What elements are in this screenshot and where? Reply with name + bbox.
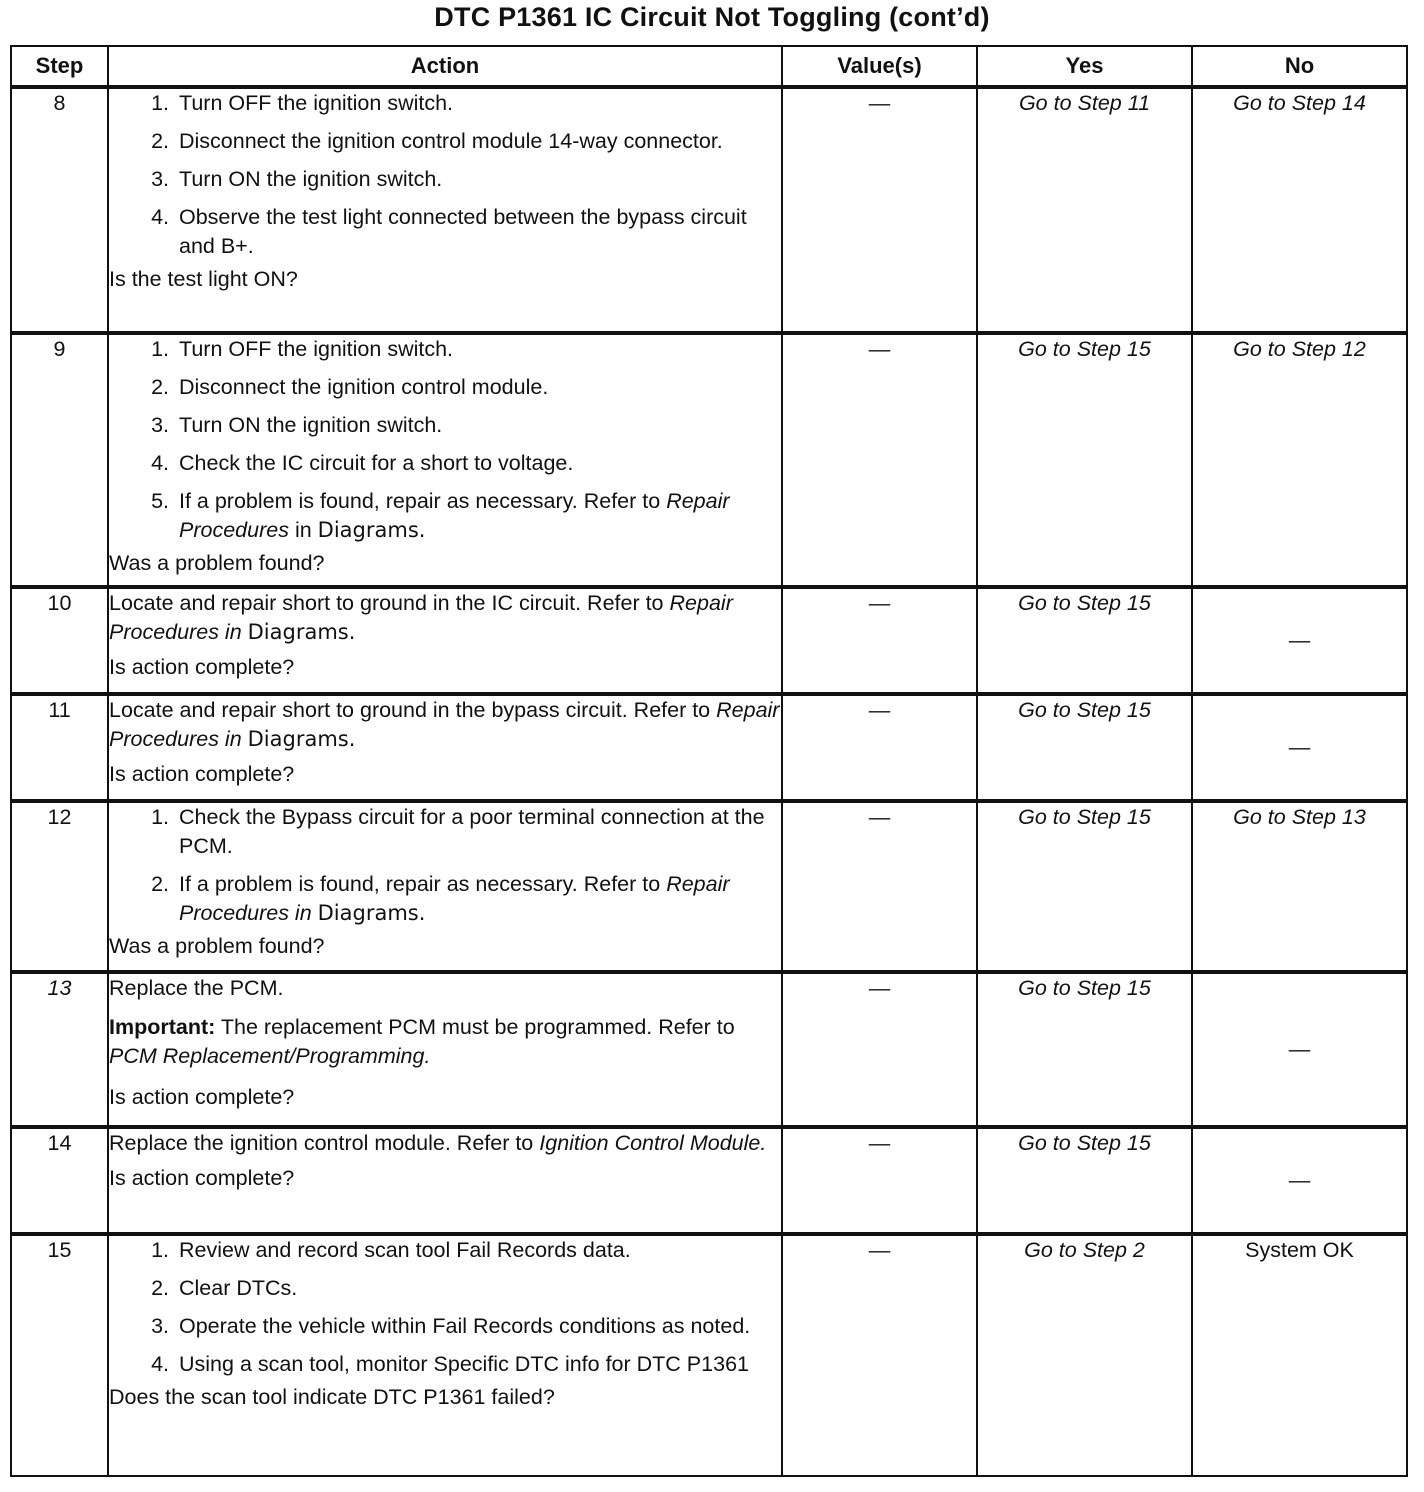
- no-cell: [1192, 801, 1407, 972]
- step-number: 9: [11, 333, 108, 587]
- action-text-block: [109, 1129, 781, 1158]
- action-step: 3. Turn ON the ignition switch.: [175, 411, 781, 440]
- value-dash: —: [868, 698, 891, 722]
- no-cell: [1192, 587, 1407, 694]
- action-step: [175, 487, 781, 545]
- table-row: [11, 1127, 1407, 1234]
- table-row: [11, 801, 1407, 972]
- yes-goto: Go to Step 15: [1018, 337, 1151, 361]
- action-cell: [108, 1127, 782, 1234]
- important-note: [109, 1013, 781, 1071]
- yes-goto: Go to Step 15: [1018, 805, 1151, 829]
- yes-cell: [977, 587, 1192, 694]
- action-step: 1. Turn OFF the ignition switch.: [175, 89, 781, 118]
- action-text-block: [109, 589, 781, 647]
- action-text: Locate and repair short to ground in the bypass circuit. Refer to: [109, 698, 711, 722]
- table-row: [11, 87, 1407, 333]
- yes-cell: [977, 801, 1192, 972]
- no-cell: [1192, 1234, 1407, 1476]
- no-cell: [1192, 87, 1407, 333]
- header-no: No: [1192, 46, 1407, 87]
- page-title: DTC P1361 IC Circuit Not Toggling (cont’d): [434, 2, 990, 32]
- action-steps: [109, 1236, 781, 1379]
- step-number: 15: [11, 1234, 108, 1476]
- yes-goto: Go to Step 15: [1018, 591, 1151, 615]
- action-step: 2. Disconnect the ignition control module 14-way connector.: [175, 127, 781, 156]
- table-row: [11, 587, 1407, 694]
- no-goto: Go to Step 12: [1233, 337, 1366, 361]
- yes-cell: [977, 1127, 1192, 1234]
- action-text-block: Replace the PCM.: [109, 976, 284, 1000]
- step-number: 12: [11, 801, 108, 972]
- action-question: Was a problem found?: [109, 551, 325, 576]
- action-question: Is the test light ON?: [109, 267, 298, 292]
- action-text: Replace the ignition control module. Refer to: [109, 1131, 534, 1155]
- value-cell: [782, 587, 977, 694]
- value-cell: [782, 801, 977, 972]
- no-dash: —: [1288, 734, 1311, 759]
- action-step: 3. Operate the vehicle within Fail Records conditions as noted.: [175, 1312, 781, 1341]
- header-values: Value(s): [782, 46, 977, 87]
- value-cell: [782, 1127, 977, 1234]
- yes-goto: Go to Step 2: [1024, 1238, 1145, 1262]
- action-cell: [108, 87, 782, 333]
- yes-goto: Go to Step 15: [1018, 1131, 1151, 1155]
- action-question: Is action complete?: [109, 762, 295, 787]
- reference-text: Repair Procedures in: [109, 591, 733, 645]
- header-action: Action: [108, 46, 782, 87]
- action-question: Is action complete?: [109, 1166, 295, 1191]
- no-goto: Go to Step 13: [1233, 805, 1366, 829]
- yes-cell: [977, 333, 1192, 587]
- action-step: 2. Disconnect the ignition control module.: [175, 373, 781, 402]
- action-cell: [108, 801, 782, 972]
- reference-text: Repair Procedures in: [179, 872, 730, 926]
- no-dash: —: [1288, 627, 1311, 652]
- step-number: 14: [11, 1127, 108, 1234]
- diagrams-reference: Diagrams.: [247, 620, 356, 645]
- no-cell: [1192, 972, 1407, 1127]
- value-dash: —: [868, 591, 891, 615]
- action-cell: [108, 694, 782, 801]
- action-text: in: [294, 518, 312, 543]
- no-goto: Go to Step 14: [1233, 91, 1366, 115]
- value-cell: [782, 972, 977, 1127]
- action-text: If a problem is found, repair as necessary. Refer to: [179, 489, 661, 514]
- action-question: Is action complete?: [109, 1085, 295, 1110]
- yes-cell: [977, 972, 1192, 1127]
- no-dash: —: [1288, 1036, 1311, 1061]
- reference-text: Ignition Control Module.: [539, 1131, 767, 1155]
- action-question: Does the scan tool indicate DTC P1361 failed?: [109, 1385, 555, 1410]
- diagnostic-table: [10, 45, 1408, 1477]
- action-step: [175, 870, 781, 928]
- value-cell: [782, 694, 977, 801]
- no-cell: [1192, 333, 1407, 587]
- important-text: The replacement PCM must be programmed. Refer to: [220, 1015, 735, 1040]
- value-cell: [782, 1234, 977, 1476]
- reference-text: PCM Replacement/Programming.: [109, 1044, 431, 1069]
- action-steps: [109, 803, 781, 928]
- action-steps: [109, 335, 781, 545]
- header-yes: Yes: [977, 46, 1192, 87]
- yes-cell: [977, 694, 1192, 801]
- value-dash: —: [868, 1238, 891, 1262]
- table-row: [11, 333, 1407, 587]
- action-text: Locate and repair short to ground in the IC circuit. Refer to: [109, 591, 664, 615]
- no-dash: —: [1288, 1167, 1311, 1192]
- no-result: System OK: [1245, 1238, 1354, 1262]
- action-question: Is action complete?: [109, 655, 295, 680]
- table-row: [11, 1234, 1407, 1476]
- step-number: 11: [11, 694, 108, 801]
- reference-text: Repair Procedures: [179, 489, 730, 543]
- action-steps: [109, 89, 781, 261]
- no-cell: [1192, 1127, 1407, 1234]
- action-step: 3. Turn ON the ignition switch.: [175, 165, 781, 194]
- yes-cell: [977, 87, 1192, 333]
- yes-goto: Go to Step 15: [1018, 976, 1151, 1000]
- table-row: [11, 972, 1407, 1127]
- header-row: [11, 46, 1407, 87]
- step-number: 10: [11, 587, 108, 694]
- action-step: 2. Clear DTCs.: [175, 1274, 781, 1303]
- value-dash: —: [868, 91, 891, 115]
- action-step: 4. Using a scan tool, monitor Specific DTC info for DTC P1361: [175, 1350, 781, 1379]
- action-cell: [108, 587, 782, 694]
- diagrams-reference: Diagrams.: [317, 901, 426, 926]
- value-cell: [782, 87, 977, 333]
- action-step: 1. Check the Bypass circuit for a poor terminal connection at the PCM.: [175, 803, 781, 861]
- action-cell: [108, 333, 782, 587]
- action-question: Was a problem found?: [109, 934, 325, 959]
- action-text: If a problem is found, repair as necessary. Refer to: [179, 872, 661, 897]
- diagrams-reference: Diagrams.: [247, 727, 356, 752]
- action-cell: [108, 972, 782, 1127]
- action-step: 1. Turn OFF the ignition switch.: [175, 335, 781, 364]
- action-step: 4. Observe the test light connected between the bypass circuit and B+.: [175, 203, 781, 261]
- reference-text: Repair Procedures in: [109, 698, 780, 752]
- value-dash: —: [868, 805, 891, 829]
- step-number: 8: [11, 87, 108, 333]
- action-step: 1. Review and record scan tool Fail Records data.: [175, 1236, 781, 1265]
- important-label: Important:: [109, 1015, 216, 1040]
- value-dash: —: [868, 976, 891, 1000]
- value-dash: —: [868, 1131, 891, 1155]
- value-cell: [782, 333, 977, 587]
- no-cell: [1192, 694, 1407, 801]
- step-number: [11, 972, 108, 1127]
- step-number-text: 13: [47, 976, 72, 1000]
- yes-goto: Go to Step 15: [1018, 698, 1151, 722]
- action-cell: [108, 1234, 782, 1476]
- yes-cell: [977, 1234, 1192, 1476]
- action-step: 4. Check the IC circuit for a short to voltage.: [175, 449, 781, 478]
- action-text-block: [109, 696, 781, 754]
- table-row: [11, 694, 1407, 801]
- diagrams-reference: Diagrams.: [317, 518, 426, 543]
- value-dash: —: [868, 337, 891, 361]
- yes-goto: Go to Step 11: [1018, 91, 1151, 115]
- header-step: Step: [11, 46, 108, 87]
